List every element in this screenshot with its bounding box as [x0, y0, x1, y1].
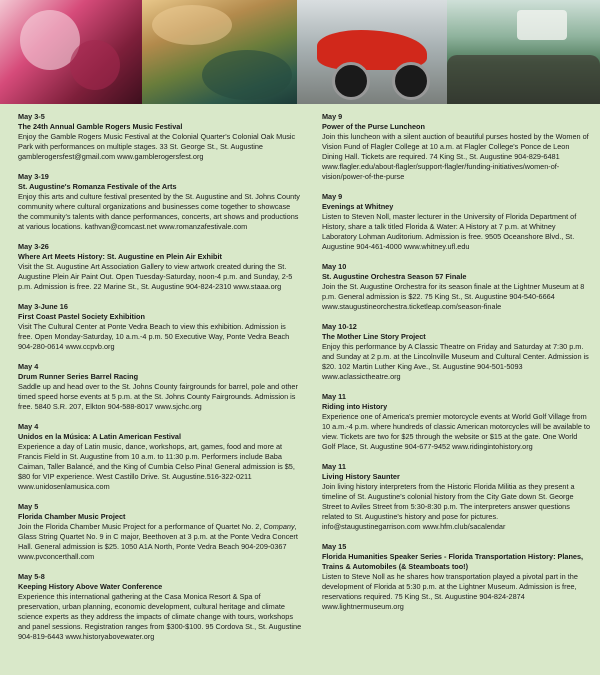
event-title: Keeping History Above Water Conference — [18, 582, 163, 591]
event-title: St. Augustine Orchestra Season 57 Finale — [321, 272, 467, 281]
event-description: Listen to Steven Noll, master lecturer in the University of Florida Department of History, share a talk titled Florida & Water: A History at 7 p.m. at Whitney Laboratory Lohman Auditorium. Admission is free. 9505 Oceanshore Blvd., St. Augustine 904-461-4000 www.whitney.ufl.edu — [321, 212, 577, 251]
event-description: Listen to Steve Noll as he shares how transportation played a pivotal part in the development of Florida at 5:30 p.m. at the Lightner Museum. Admission is free, reservations required. 75 King St., St. Augustine 904-824-2874 www.lightnermuseum.org — [321, 572, 578, 611]
event-item — [18, 112, 302, 162]
event-date: May 4 — [18, 362, 39, 371]
desc-part: , Glass String Quartet No. 9 in C major, Beethoven at 3 p.m. at the Ponte Vedra Concert Hall. General admission is $25. 1050 A1A North, Ponte Vedra Beach 904-209-0367 www.pvconcerthall.com — [18, 522, 298, 561]
event-title: The 24th Annual Gamble Rogers Music Festival — [18, 122, 183, 131]
event-item — [322, 392, 590, 452]
event-title: Living History Saunter — [321, 472, 400, 481]
gamble-rogers-photo — [0, 0, 142, 104]
event-title: First Coast Pastel Society Exhibition — [18, 312, 145, 321]
event-description: Enjoy the Gamble Rogers Music Festival at the Colonial Quarter's Colonial Oak Music Park with performances on multiple stages. 33 St. George St., St. Augustine gamblerogersfest@gmail.com www.gamblerogersfest.org — [18, 132, 296, 161]
event-item — [18, 242, 302, 292]
event-title: Drum Runner Series Barrel Racing — [18, 372, 139, 381]
event-title: Riding into History — [321, 402, 388, 411]
photo-strip — [0, 0, 600, 104]
event-description: Enjoy this performance by A Classic Theatre on Friday and Saturday at 7:30 p.m. and Sunday at 2 p.m. at the Lincolnville Museum and Cultural Center. Admission is $20. 102 Martin Luther King Ave., St. Augustine 904-501-5093 www.aclassictheatre.org — [321, 342, 589, 381]
event-title: St. Augustine's Romanza Festivale of the Arts — [18, 182, 177, 191]
event-title: Power of the Purse Luncheon — [321, 122, 425, 131]
event-date: May 5 — [18, 502, 39, 511]
event-date: May 10-12 — [321, 322, 357, 331]
event-description: Join the St. Augustine Orchestra for its season finale at the Lightner Museum at 8 p.m. General admission is $22. 75 King St., St. Augustine 904-540-6664 www.staugustineorchestra.ticketleap.com/season-finale — [321, 282, 585, 311]
events-column-right — [322, 112, 590, 652]
event-date: May 3-June 16 — [18, 302, 68, 311]
event-item — [322, 322, 590, 382]
event-date: May 15 — [321, 542, 347, 551]
event-item — [322, 262, 590, 312]
event-description: Join living history interpreters from the Historic Florida Militia as they present a timeline of St. Augustine's colonial history from the City Gate down St. George Street to Aviles Street from 5:30-8:30 p.m. The interpreters answer questions related to St. Augustine's history and pose for pictures. info@staugustinegarrison.com www.hfm.club/sacalendar — [321, 482, 575, 531]
event-title: Florida Humanities Speaker Series - Florida Transportation History: Planes, Trains & Automobiles (& Steamboats too!) — [321, 552, 584, 571]
event-description: Visit The Cultural Center at Ponte Vedra Beach to view this exhibition. Admission is free. Open Monday-Saturday, 10 a.m.-4 p.m. 50 Executive Way, Ponte Vedra Beach 904-280-0614 www.ccpvb.org — [18, 322, 290, 351]
event-description — [18, 522, 302, 562]
event-item — [18, 302, 302, 352]
plein-air-painting-photo — [142, 0, 297, 104]
event-date: May 11 — [321, 462, 346, 471]
events-column-left — [18, 112, 302, 652]
event-description: Experience a day of Latin music, dance, workshops, art, games, food and more at Francis Field in St. Augustine from 10 a.m. to 11:30 p.m. Performers include Baba Caiman, Taller Balancé, and the King of Cumbia Celso Pina! General admission is $5, $80 for VIP experience. West Castillo Drive. St. Augustine.516-322-0211 www.unidosenlamusica.com — [18, 442, 295, 491]
event-description: Enjoy this arts and culture festival presented by the St. Augustine and St. Johns County community where cultural organizations and businesses come together to showcase the community's talents with dance performances, concerts, art shows and productions at various locations. kathvan@comcast.net www.romanzafestivale.com — [18, 192, 300, 231]
event-item — [18, 502, 302, 562]
event-date: May 11 — [321, 392, 346, 401]
event-item — [322, 462, 590, 532]
event-date: May 9 — [321, 112, 343, 121]
event-title: Florida Chamber Music Project — [18, 512, 126, 521]
desc-italic-part: Company — [263, 522, 295, 531]
event-item — [18, 572, 302, 642]
orchestra-crowd-photo — [447, 0, 600, 104]
event-date: May 10 — [321, 262, 347, 271]
event-item — [18, 422, 302, 492]
event-description: Visit the St. Augustine Art Association Gallery to view artwork created during the St. Augustine Plein Air Paint Out. Open Tuesday-Saturday, noon-4 p.m. and Sunday, 2-5 p.m. Admission is free. 22 Marine St., St. Augustine 904-824-2310 www.staaa.org — [18, 262, 293, 291]
event-description: Join this luncheon with a silent auction of beautiful purses hosted by the Women of Vision Fund of Flagler College at 10 a.m. at Flagler College's Ponce de Leon Dining Hall. Tickets are required. 74 King St., St. Augustine 904-829-6481 www.flagler.edu/about-flagler/support-flagler/funding-initiatives/women-of-vision/power-of-the-purse — [321, 132, 589, 181]
events-listing — [0, 104, 600, 652]
event-date: May 3-19 — [18, 172, 49, 181]
desc-part: Join the Florida Chamber Music Project for a performance of Quartet No. 2, — [18, 522, 264, 531]
event-date: May 5-8 — [18, 572, 45, 581]
event-item — [322, 542, 590, 612]
event-title: Where Art Meets History: St. Augustine en Plein Air Exhibit — [18, 252, 222, 261]
event-date: May 3-5 — [18, 112, 45, 121]
motorcycle-photo — [297, 0, 447, 104]
event-date: May 4 — [18, 422, 39, 431]
event-item — [322, 112, 590, 182]
event-description: Saddle up and head over to the St. Johns County fairgrounds for barrel, pole and other timed speed horse events at 5 p.m. at the St. Johns County Fairgrounds. Admission is free. 5840 S.R. 207, Elkton 904-588-8017 www.sjchc.org — [18, 382, 298, 411]
event-description: Experience one of America's premier motorcycle events at World Golf Village from 10 a.m.-4 p.m. where hundreds of classic American motorcycles will be available to view. Tickets are two for $25 through the website or $15 at the gate. One World Golf Place, St. Augustine 904-677-9452 www.ridingintohistory.org — [321, 412, 591, 451]
event-item — [18, 172, 302, 232]
event-date: May 3-26 — [18, 242, 49, 251]
event-date: May 9 — [321, 192, 343, 201]
event-item — [18, 362, 302, 412]
event-item — [322, 192, 590, 252]
event-title: Evenings at Whitney — [321, 202, 394, 211]
event-description: Experience this international gathering at the Casa Monica Resort & Spa of preservation, urban planning, economic development, cultural heritage and climate science experts as they address the impacts of climate change with tours, workshops and panel sessions. Registration ranges from $300-$100. 95 Cordova St., St. Augustine 904-819-6443 www.historyabovewater.org — [18, 592, 302, 641]
event-title: The Mother Line Story Project — [321, 332, 426, 341]
event-title: Unidos en la Música: A Latin American Festival — [18, 432, 182, 441]
